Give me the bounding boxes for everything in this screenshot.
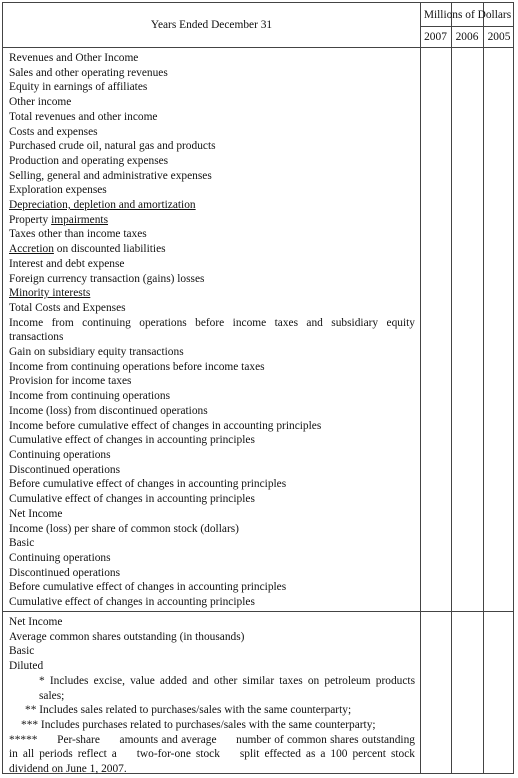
row-label: Revenues and Other Income (9, 52, 139, 64)
row-label: Interest and debt expense (9, 257, 125, 270)
row-label: Before cumulative effect of changes in accounting principles (9, 581, 287, 594)
row-label: Property impairments (9, 213, 109, 226)
column-divider (483, 3, 484, 773)
row-label: Average common shares outstanding (in thousands) (9, 630, 245, 643)
row-label: Continuing operations (9, 551, 111, 564)
row-label: Income (loss) from discontinued operations (9, 404, 208, 417)
row-label: Other income (9, 96, 72, 109)
row-label: Diluted (9, 660, 44, 673)
row-label: Selling, general and administrative expenses (9, 169, 212, 182)
row-label: Equity in earnings of affiliates (9, 81, 148, 94)
header-bottom-rule (3, 47, 513, 48)
column-divider (420, 3, 421, 773)
row-label: Foreign currency transaction (gains) losses (9, 272, 205, 285)
row-label: Cumulative effect of changes in accounting principles (9, 434, 255, 447)
row-label: Income (loss) per share of common stock (dollars) (9, 522, 239, 535)
period-header: Years Ended December 31 (150, 19, 273, 31)
row-label: Sales and other operating revenues (9, 66, 168, 79)
year-header-2005: 2005 (487, 30, 511, 43)
row-label: Net Income (9, 507, 63, 520)
row-label: Income from continuing operations (9, 390, 171, 403)
row-label: Costs and expenses (9, 125, 98, 138)
footnote: ***** Per-share amounts and average number of common shares outstanding in all periods reflect a two-for-one stock split effected as a 100 percent stock dividend on June 1, 2007. (9, 733, 418, 776)
row-label: Minority interests (9, 287, 91, 300)
row-label: Cumulative effect of changes in accounting principles (9, 596, 255, 609)
year-header-2007: 2007 (424, 30, 447, 43)
row-label: Taxes other than income taxes (9, 228, 147, 241)
row-label: Income from continuing operations before income taxes and subsidiary equity transactions (9, 316, 415, 344)
row-label: Total Costs and Expenses (9, 301, 126, 314)
row-label: Exploration expenses (9, 184, 107, 197)
row-label: Accretion on discounted liabilities (9, 243, 166, 256)
footnote: ** Includes sales related to purchases/sales with the same counterparty; (25, 704, 352, 717)
footnote: *** Includes purchases related to purchases/sales with the same counterparty; (21, 718, 376, 731)
row-label: Discontinued operations (9, 463, 121, 476)
row-label: Net Income (9, 616, 63, 628)
row-label: Provision for income taxes (9, 375, 132, 388)
footnote: * Includes excise, value added and other similar taxes on petroleum products sales; (39, 674, 415, 702)
row-label: Purchased crude oil, natural gas and products (9, 140, 216, 153)
units-header: Millions of Dollars (423, 8, 512, 21)
row-label: Depreciation, depletion and amortization (9, 199, 196, 212)
row-label: Income before cumulative effect of changes in accounting principles (9, 419, 322, 432)
income-statement-table (2, 2, 514, 774)
row-label: Continuing operations (9, 448, 111, 461)
section-rule (3, 611, 513, 612)
row-label: Gain on subsidiary equity transactions (9, 346, 184, 359)
row-label: Basic (9, 645, 35, 658)
column-divider (451, 3, 452, 773)
row-label: Income from continuing operations before income taxes (9, 360, 265, 373)
row-label: Before cumulative effect of changes in accounting principles (9, 478, 287, 491)
row-label: Basic (9, 537, 35, 550)
row-label: Discontinued operations (9, 566, 121, 579)
line-items (9, 51, 415, 610)
row-label: Production and operating expenses (9, 154, 169, 167)
year-header-2006: 2006 (455, 30, 479, 43)
share-data (9, 615, 418, 777)
row-label: Cumulative effect of changes in accounting principles (9, 493, 255, 506)
row-label: Total revenues and other income (9, 110, 158, 123)
